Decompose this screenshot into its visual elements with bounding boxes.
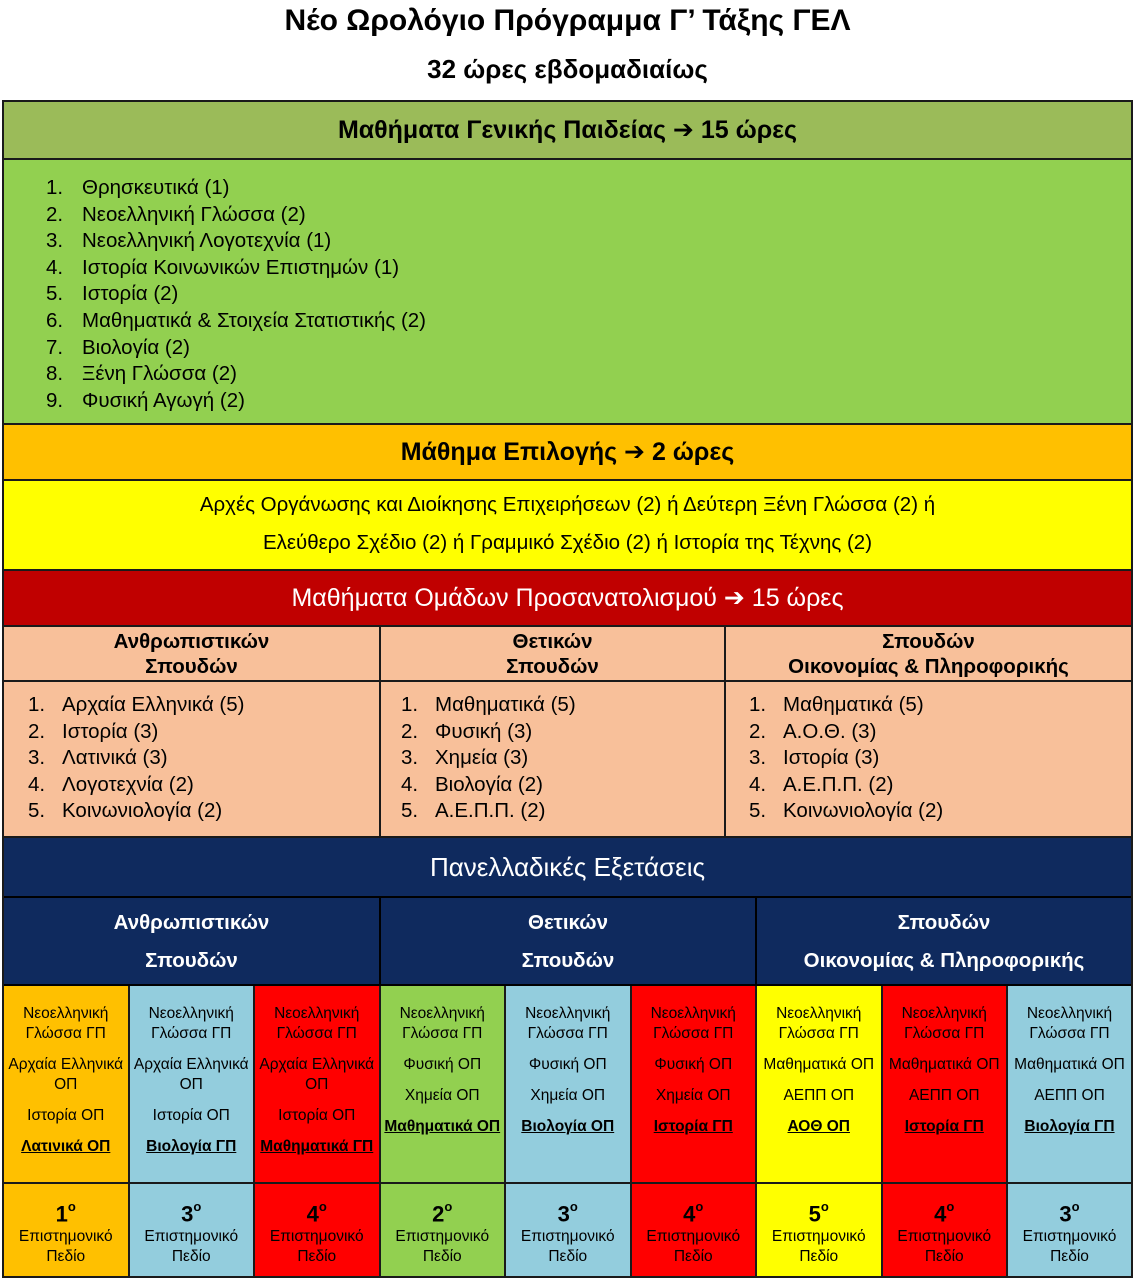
exam-column bbox=[4, 986, 130, 1278]
list-item: 4. Λογοτεχνία (2) bbox=[28, 772, 194, 796]
schedule-table bbox=[2, 100, 1133, 1278]
list-item: 1. Μαθηματικά (5) bbox=[749, 693, 924, 716]
exam-subjects: Νεοελληνική Γλώσσα ΓΠ Μαθηματικά ΟΠ ΑΕΠΠ ΟΠ Ιστορία ΓΠ bbox=[883, 986, 1007, 1184]
list-item: 5. Ιστορία (2) bbox=[46, 282, 179, 306]
list-item: 6. Μαθηματικά & Στοιχεία Στατιστικής (2) bbox=[46, 308, 427, 332]
exam-subjects: Νεοελληνική Γλώσσα ΓΠ Φυσική ΟΠ Χημεία ΟΠ Βιολογία ΟΠ bbox=[506, 986, 630, 1184]
general-education-body bbox=[4, 160, 1131, 425]
scientific-field: $1^o$ Επιστημονικό Πεδίο bbox=[18, 1199, 113, 1266]
exam-column bbox=[255, 986, 381, 1278]
elective-heading: Μάθημα Επιλογής ➔ 2 ώρες bbox=[4, 425, 1131, 481]
exam-subjects: Νεοελληνική Γλώσσα ΓΠ Φυσική ΟΠ Χημεία ΟΠ Ιστορία ΓΠ bbox=[632, 986, 756, 1184]
group-course-list bbox=[726, 682, 1131, 825]
list-item: 3. Νεοελληνική Λογοτεχνία (1) bbox=[46, 229, 332, 253]
elective-body bbox=[4, 481, 1131, 571]
scientific-field: $3^o$ Επιστημονικό Πεδίο bbox=[1022, 1199, 1117, 1266]
list-item: 8. Ξένη Γλώσσα (2) bbox=[46, 362, 237, 386]
scientific-field: $4^o$ Επιστημονικό Πεδίο bbox=[897, 1199, 992, 1266]
list-item: 1. Αρχαία Ελληνικά (5) bbox=[28, 693, 245, 716]
list-item: 1. Θρησκευτικά (1) bbox=[46, 176, 230, 199]
list-item: 9. Φυσική Αγωγή (2) bbox=[46, 388, 245, 412]
exam-column bbox=[632, 986, 758, 1278]
general-education-heading: Μαθήματα Γενικής Παιδείας ➔ 15 ώρες bbox=[4, 102, 1131, 160]
general-education-list bbox=[46, 175, 426, 414]
orientation-group-economics bbox=[726, 627, 1131, 838]
list-item: 4. Ιστορία Κοινωνικών Επιστημών (1) bbox=[46, 255, 400, 279]
list-item: 5. Α.Ε.Π.Π. (2) bbox=[401, 799, 546, 822]
scientific-field: $4^o$ Επιστημονικό Πεδίο bbox=[646, 1199, 741, 1266]
exam-group-sciences: Θετικών Σπουδών bbox=[381, 898, 757, 986]
page-title: Νέο Ωρολόγιο Πρόγραμμα Γ’ Τάξης ΓΕΛ bbox=[284, 4, 851, 37]
group-heading: Ανθρωπιστικών Σπουδών bbox=[4, 627, 379, 682]
exam-column bbox=[130, 986, 256, 1278]
list-item: 2. Φυσική (3) bbox=[401, 719, 533, 743]
exam-column bbox=[883, 986, 1009, 1278]
scientific-field: $3^o$ Επιστημονικό Πεδίο bbox=[144, 1199, 239, 1266]
scientific-field: $5^o$ Επιστημονικό Πεδίο bbox=[771, 1199, 866, 1266]
exam-subjects: Νεοελληνική Γλώσσα ΓΠ Αρχαία Ελληνικά ΟΠ Ιστορία ΟΠ Λατινικά ΟΠ bbox=[4, 986, 128, 1184]
group-course-list bbox=[381, 682, 724, 825]
list-item: 5. Κοινωνιολογία (2) bbox=[28, 799, 223, 822]
orientation-group-sciences bbox=[381, 627, 726, 838]
exam-column bbox=[1008, 986, 1131, 1278]
list-item: 3. Χημεία (3) bbox=[401, 746, 529, 769]
list-item: 4. Βιολογία (2) bbox=[401, 772, 543, 796]
group-heading: Θετικών Σπουδών bbox=[381, 627, 724, 682]
list-item: 3. Λατινικά (3) bbox=[28, 746, 168, 769]
scientific-field: $3^o$ Επιστημονικό Πεδίο bbox=[520, 1199, 615, 1266]
exam-column bbox=[381, 986, 507, 1278]
list-item: 7. Βιολογία (2) bbox=[46, 335, 190, 359]
elective-line-2: Ελεύθερο Σχέδιο (2) ή Γραμμικό Σχέδιο (2) ή Ιστορία της Τέχνης (2) bbox=[262, 531, 873, 554]
exam-group-economics: Σπουδών Οικονομίας & Πληροφορικής bbox=[757, 898, 1131, 986]
national-exams-heading: Πανελλαδικές Εξετάσεις bbox=[4, 838, 1131, 898]
orientation-group-humanities bbox=[4, 627, 381, 838]
scientific-field: $4^o$ Επιστημονικό Πεδίο bbox=[269, 1199, 364, 1266]
list-item: 5. Κοινωνιολογία (2) bbox=[749, 799, 944, 822]
list-item: 3. Ιστορία (3) bbox=[749, 746, 880, 769]
exam-subjects: Νεοελληνική Γλώσσα ΓΠ Αρχαία Ελληνικά ΟΠ Ιστορία ΟΠ Βιολογία ΓΠ bbox=[130, 986, 254, 1184]
group-heading: Σπουδών Οικονομίας & Πληροφορικής bbox=[726, 627, 1131, 682]
page-subtitle: 32 ώρες εβδομαδιαίως bbox=[427, 54, 708, 84]
scientific-field: $2^o$ Επιστημονικό Πεδίο bbox=[395, 1199, 490, 1266]
exam-subjects: Νεοελληνική Γλώσσα ΓΠ Αρχαία Ελληνικά ΟΠ Ιστορία ΟΠ Μαθηματικά ΓΠ bbox=[255, 986, 379, 1184]
list-item: 2. Νεοελληνική Γλώσσα (2) bbox=[46, 202, 306, 226]
exam-column bbox=[757, 986, 883, 1278]
exam-subjects: Νεοελληνική Γλώσσα ΓΠ Μαθηματικά ΟΠ ΑΕΠΠ ΟΠ ΑΟΘ ΟΠ bbox=[757, 986, 881, 1184]
list-item: 2. Α.Ο.Θ. (3) bbox=[749, 719, 877, 743]
list-item: 4. Α.Ε.Π.Π. (2) bbox=[749, 772, 894, 796]
list-item: 1. Μαθηματικά (5) bbox=[401, 693, 576, 716]
exam-subjects: Νεοελληνική Γλώσσα ΓΠ Μαθηματικά ΟΠ ΑΕΠΠ ΟΠ Βιολογία ΓΠ bbox=[1008, 986, 1131, 1184]
group-course-list bbox=[4, 682, 379, 825]
list-item: 2. Ιστορία (3) bbox=[28, 719, 159, 743]
elective-line-1: Αρχές Οργάνωσης και Διοίκησης Επιχειρήσεων (2) ή Δεύτερη Ξένη Γλώσσα (2) ή bbox=[199, 493, 936, 516]
exam-column bbox=[506, 986, 632, 1278]
orientation-heading: Μαθήματα Ομάδων Προσανατολισμού ➔ 15 ώρες bbox=[4, 571, 1131, 627]
exam-subjects: Νεοελληνική Γλώσσα ΓΠ Φυσική ΟΠ Χημεία ΟΠ Μαθηματικά ΟΠ bbox=[381, 986, 505, 1184]
exam-group-humanities: Ανθρωπιστικών Σπουδών bbox=[4, 898, 381, 986]
